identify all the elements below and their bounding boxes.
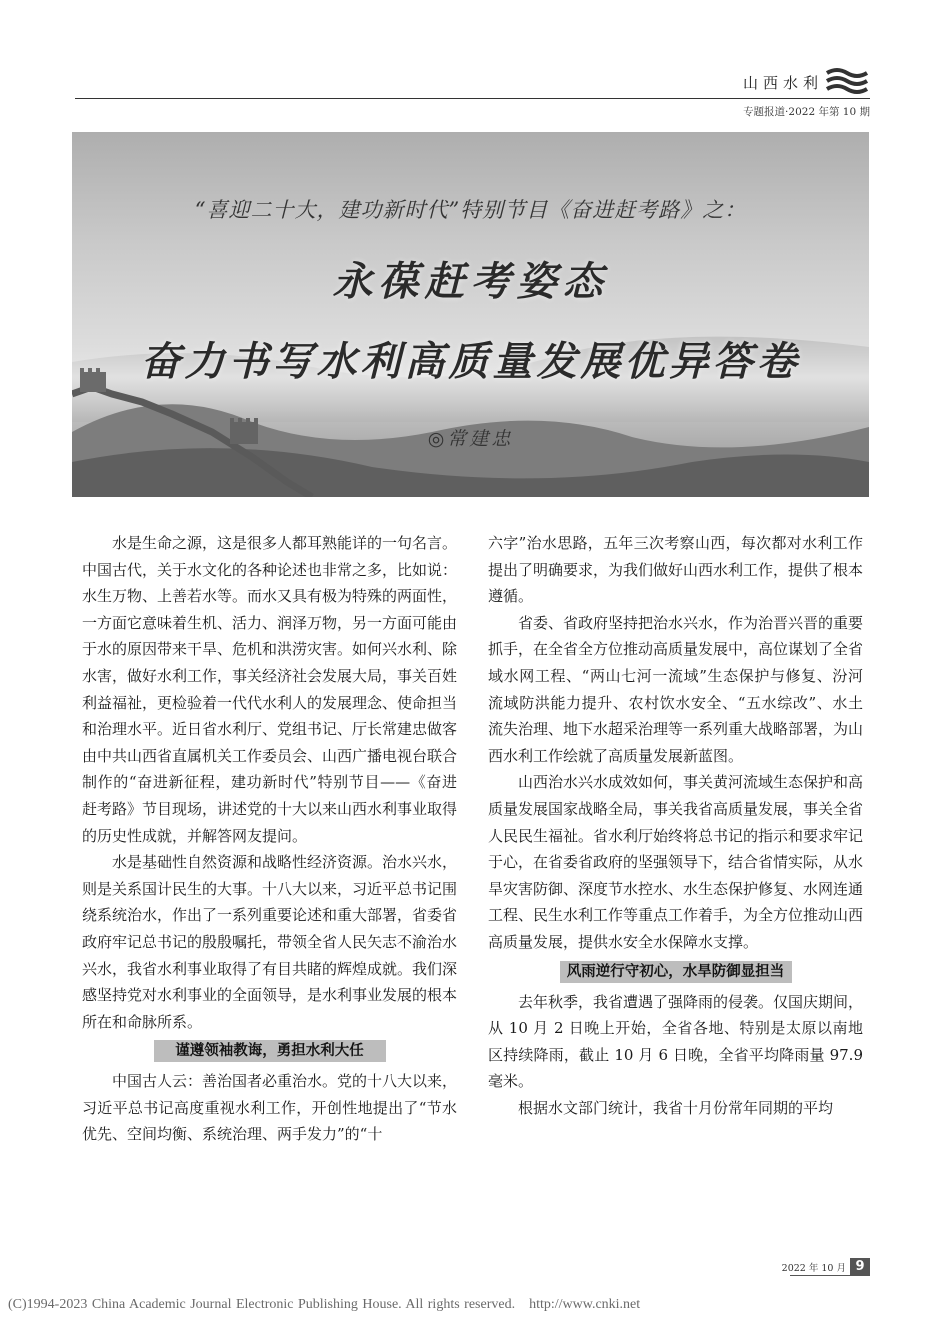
article-author: ◎常建忠 [427, 428, 514, 450]
header-rule [75, 98, 870, 99]
journal-logo-icon [826, 66, 868, 96]
paragraph: 水是生命之源，这是很多人都耳熟能详的一句名言。中国古代，关于水文化的各种论述也非常之多，比如说：水生万物、上善若水等。而水又具有极为特殊的两面性，一方面它意味着生机、活力、润泽万物，另一方面可能由于水的原因带来干旱、危机和洪涝灾害。如何兴水利、除水害，做好水利工作，事关经济社会发展大局，事关百姓利益福祉，更检验着一代代水利人的发展理念、使命担当和治理水平。近日省水利厅、党组书记、厅长常建忠做客由中共山西省直属机关工作委员会、山西广播电视台联合制作的“奋进新征程，建功新时代”特别节目——《奋进赶考路》节目现场，讲述党的十大以来山西水利事业取得的历史性成就，并解答网友提问。 [82, 534, 458, 845]
copyright-text: (C)1994-2023 China Academic Journal Electronic Publishing House. All rights reserved. [8, 1297, 516, 1312]
article-title-line2: 奋力书写水利高质量发展优异答卷 [140, 338, 801, 385]
cnki-link[interactable]: http://www.cnki.net [529, 1297, 641, 1312]
copyright-line [8, 1297, 908, 1313]
paragraph-continued: 六字”治水思路，五年三次考察山西，每次都对水利工作提出了明确要求，为我们做好山西水利工作，提供了根本遵循。 [488, 534, 864, 606]
page-number: 9 [850, 1258, 870, 1276]
footer-date: 2022 年 10 月 [781, 1263, 846, 1274]
left-column [82, 530, 457, 1148]
paragraph: 省委、省政府坚持把治水兴水，作为治晋兴晋的重要抓手，在全省全方位推动高质量发展中，高位谋划了全省域水网工程、“两山七河一流域”生态保护与修复、汾河流域防洪能力提升、农村饮水安全、“五水综改”、水土流失治理、地下水超采治理等一系列重大战略部署，为山西水利工作绘就了高质量发展新蓝图。 [488, 613, 864, 765]
banner-subtitle: “喜迎二十大，建功新时代”特别节目《奋进赶考路》之： [194, 198, 747, 222]
page-footer [781, 1258, 870, 1276]
journal-name: 山西水利 [742, 74, 823, 92]
paragraph: 中国古人云：善治国者必重治水。党的十八大以来，习近平总书记高度重视水利工作，开创性地提出了“节水优先、空间均衡、系统治理、两手发力”的“十 [82, 1072, 458, 1144]
banner-image [72, 132, 869, 497]
paragraph: 根据水文部门统计，我省十月份常年同期的平均 [518, 1098, 834, 1117]
article-title-line1: 永葆赶考姿态 [332, 258, 609, 305]
footer-rule [790, 1275, 870, 1276]
paragraph: 水是基础性自然资源和战略性经济资源。治水兴水，则是关系国计民生的大事。十八大以来，习近平总书记围绕系统治水，作出了一系列重要论述和重大部署，省委省政府牢记总书记的殷殷嘱托，带领全省人民矢志不渝治水兴水，我省水利事业取得了有目共睹的辉煌成就。我们深感坚持党对水利事业的全面领导，是水利事业发展的根本所在和命脉所系。 [82, 853, 458, 1031]
paragraph: 去年秋季，我省遭遇了强降雨的侵袭。仅国庆期间，从 10 月 2 日晚上开始，全省各地、特别是太原以南地区持续降雨，截止 10 月 6 日晚，全省平均降雨量 97.9 毫米。 [488, 992, 864, 1091]
paragraph: 山西治水兴水成效如何，事关黄河流域生态保护和高质量发展国家战略全局，事关我省高质量发展，事关全省人民民生福祉。省水利厅始终将总书记的指示和要求牢记于心，在省委省政府的坚强领导下，结合省情实际，从水旱灾害防御、深度节水控水、水生态保护修复、水网连通工程、民生水利工作等重点工作着手，为全方位推动山西高质量发展，提供水安全水保障水支撑。 [488, 773, 864, 951]
right-column [488, 530, 863, 1121]
section-heading: 谨遵领袖教诲，勇担水利大任 [154, 1040, 386, 1062]
issue-line: 专题报道·2022 年第 10 期 [743, 106, 870, 118]
section-heading: 风雨逆行守初心，水旱防御显担当 [560, 961, 792, 983]
